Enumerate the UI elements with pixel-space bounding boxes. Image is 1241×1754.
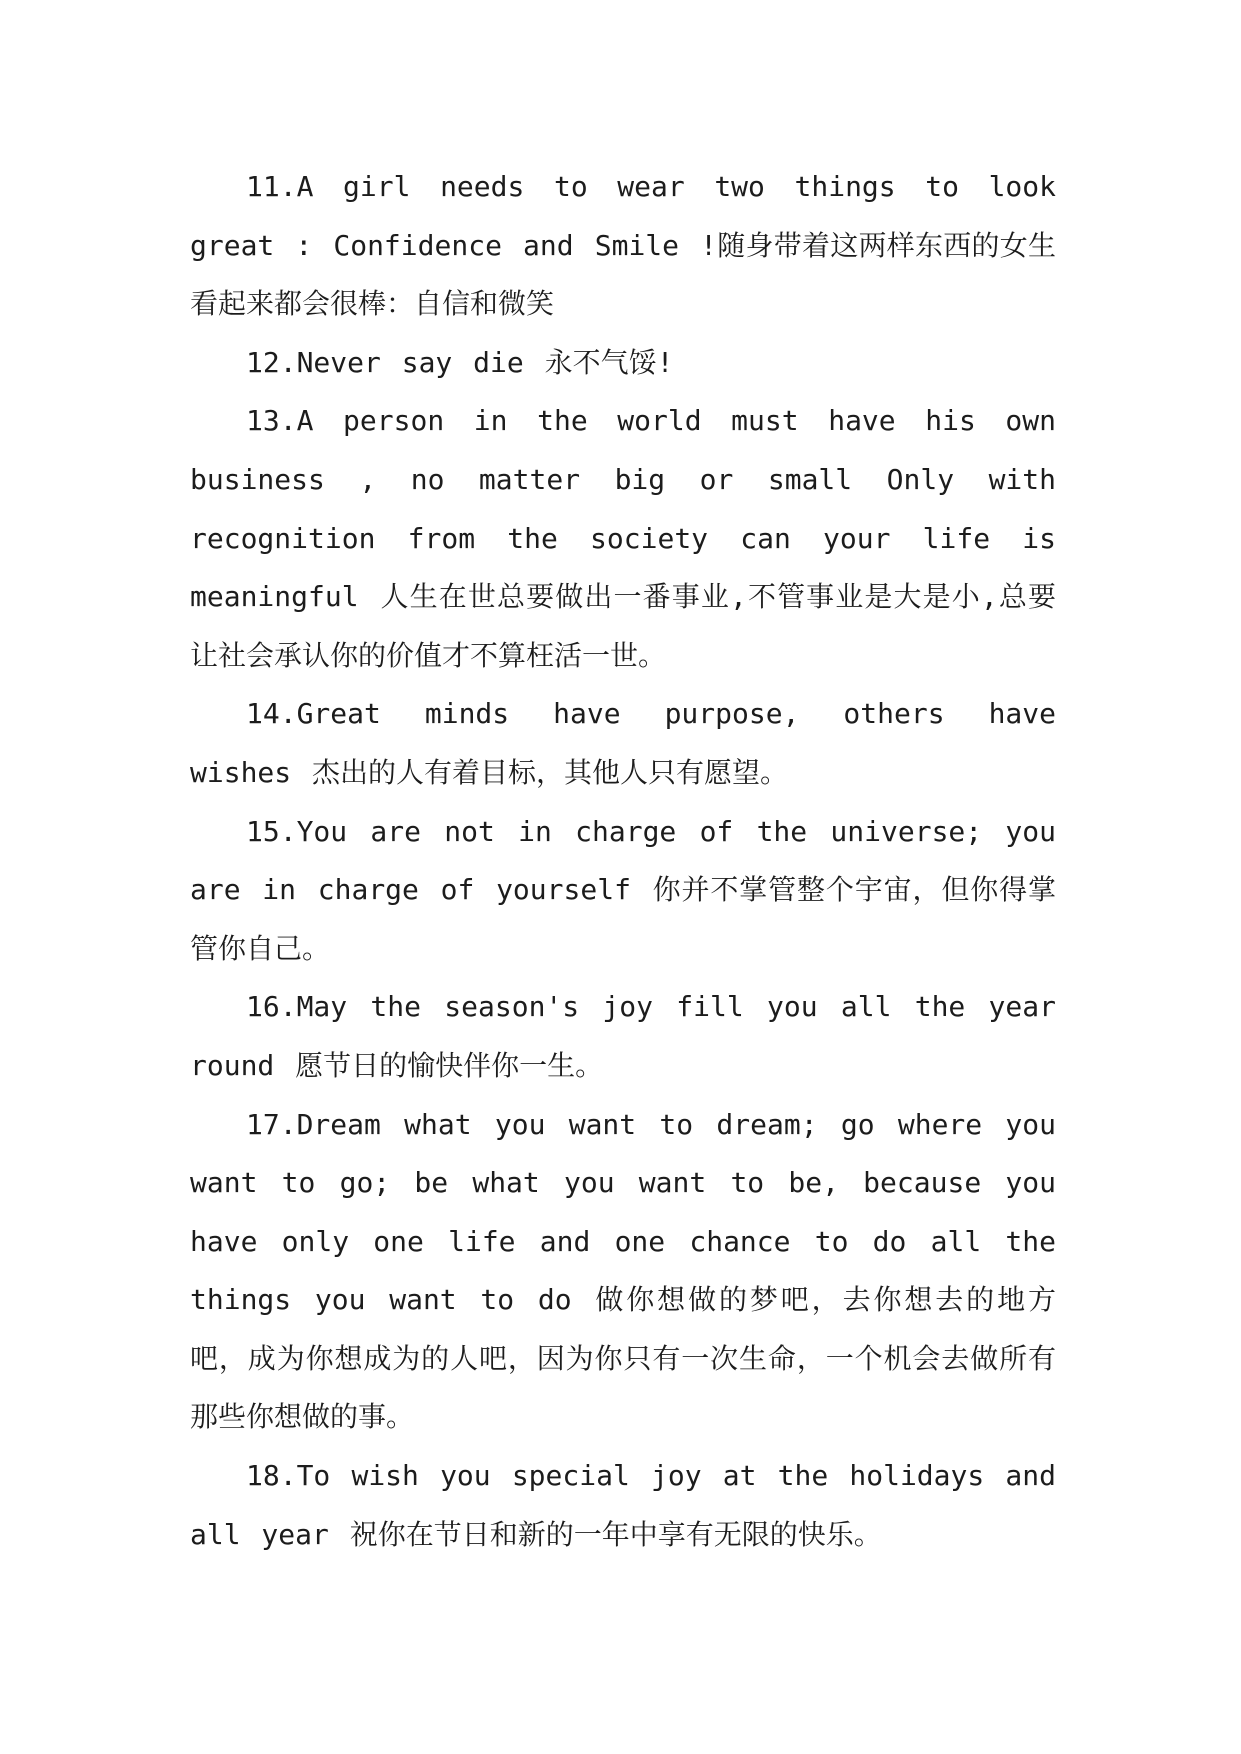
paragraph-11: 11.A girl needs to wear two things to look great : Confidence and Smile !随身带着这两样东西的女生看起来都会很棒：自信和微笑: [190, 170, 1056, 321]
paragraph-17: 17.Dream what you want to dream; go where you want to go; be what you want to be, because you have only one life and one chance to do all the things you want to do 做你想做的梦吧，去你想去的地方吧，成为你想成为的人吧，因为你只有一次生命，一个机会去做所有那些你想做的事。: [190, 1107, 1056, 1434]
paragraph-12: 12.Never say die 永不气馁!: [246, 345, 674, 379]
document-body: [190, 158, 1056, 1564]
paragraph-13: 13.A person in the world must have his own business , no matter big or small Only with recognition from the society can your life is meaningful 人生在世总要做出一番事业,不管事业是大是小,总要让社会承认你的价值才不算枉活一世。: [190, 404, 1056, 672]
paragraph-15: 15.You are not in charge of the universe; you are in charge of yourself 你并不掌管整个宇宙，但你得掌管你自己。: [190, 814, 1056, 965]
paragraph-18: 18.To wish you special joy at the holidays and all year 祝你在节日和新的一年中享有无限的快乐。: [190, 1459, 1056, 1551]
paragraph-16: 16.May the season's joy fill you all the year round 愿节日的愉快伴你一生。: [190, 990, 1056, 1082]
paragraph-14: 14.Great minds have purpose, others have wishes 杰出的人有着目标，其他人只有愿望。: [190, 697, 1056, 789]
